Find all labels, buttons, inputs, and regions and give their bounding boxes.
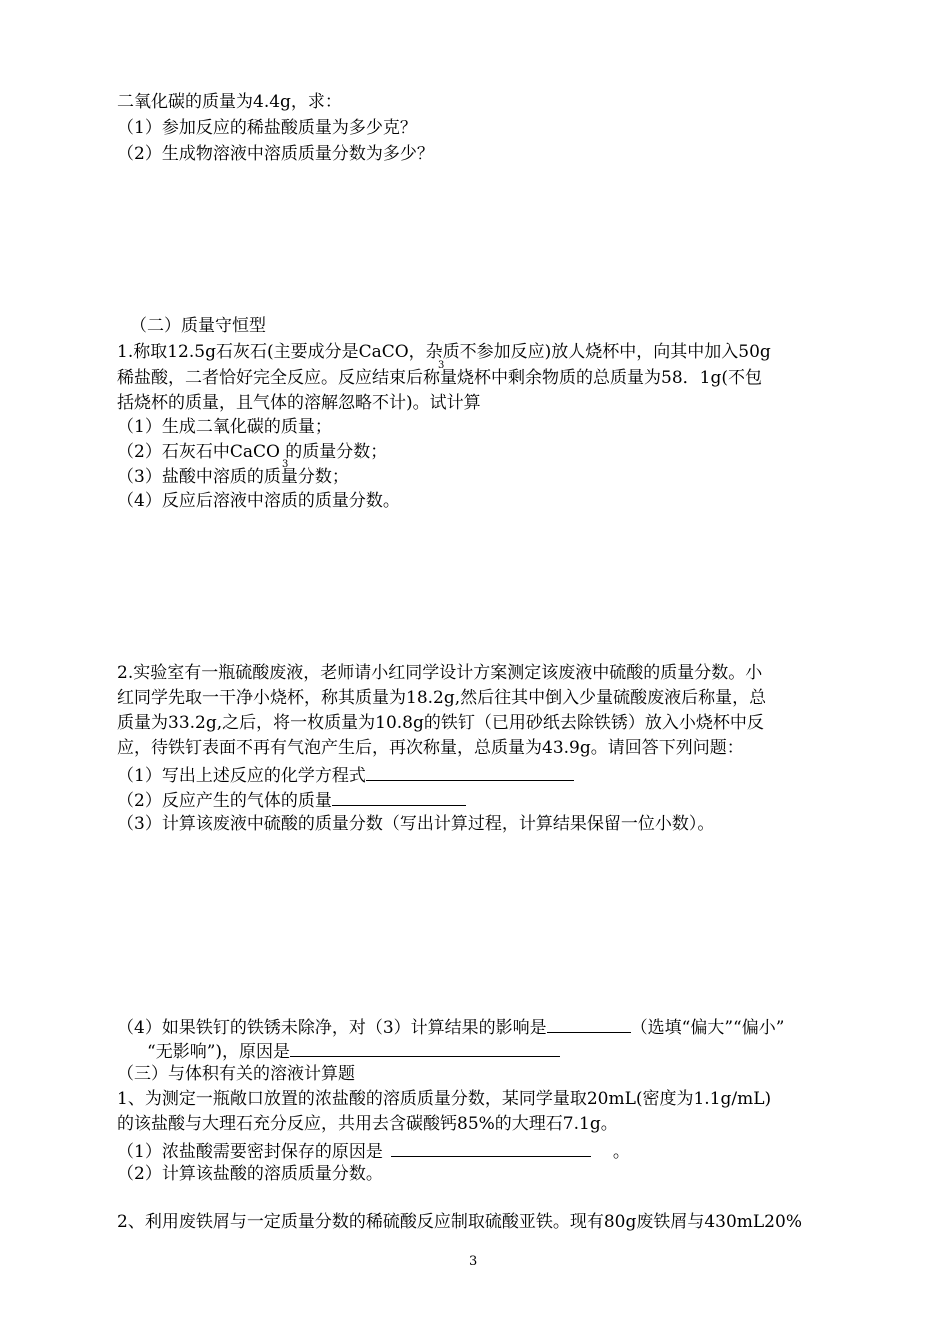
page-number: 3 [469, 1254, 478, 1269]
s3p1-q1-end: 。 [612, 1142, 630, 1162]
s2p2-q1 [117, 762, 574, 788]
subscript-3: 3 [438, 360, 445, 371]
s3p1-q1 [117, 1138, 630, 1164]
s2p2-q4-options: （选填“偏大”“偏小” [630, 1018, 785, 1038]
s3p1-line2: 的该盐酸与大理石充分反应，共用去含碳酸钙85%的大理石7.1g。 [117, 1114, 618, 1134]
answer-blank[interactable] [290, 1038, 560, 1057]
s2p1-q4: （4）反应后溶液中溶质的质量分数。 [117, 491, 400, 511]
prev-q1: （1）参加反应的稀盐酸质量为多少克？ [117, 118, 417, 138]
s2p1-line1: 1.称取12.5g石灰石(主要成分是CaCO，杂质不参加反应)放人烧杯中，向其中加入50g [117, 342, 771, 362]
subscript-3: 3 [282, 459, 289, 470]
prev-q2: （2）生成物溶液中溶质质量分数为多少？ [117, 144, 434, 164]
s3p1-q2: （2）计算该盐酸的溶质质量分数。 [117, 1164, 383, 1184]
s3p2-line1: 2、利用废铁屑与一定质量分数的稀硫酸反应制取硫酸亚铁。现有80g废铁屑与430mL20% [117, 1212, 802, 1232]
s3p1-line1: 1、为测定一瓶敞口放置的浓盐酸的溶质质量分数，某同学量取20mL(密度为1.1g/mL) [117, 1089, 772, 1109]
s2p2-q2-text: （2）反应产生的气体的质量 [117, 791, 332, 811]
s3p1-q1-text: （1）浓盐酸需要密封保存的原因是 [117, 1142, 383, 1162]
s2p1-q2: （2）石灰石中CaCO 的质量分数； [117, 442, 388, 462]
answer-blank[interactable] [547, 1014, 631, 1033]
s2p2-q4 [117, 1014, 784, 1040]
s2p2-line4: 应，待铁钉表面不再有气泡产生后，再次称量，总质量为43.9g。请回答下列问题： [117, 738, 744, 758]
s2p2-q4-text: （4）如果铁钉的铁锈未除净，对（3）计算结果的影响是 [117, 1018, 547, 1038]
answer-blank[interactable] [332, 787, 466, 806]
s2p2-line2: 红同学先取一干净小烧杯，称其质量为18.2g,然后往其中倒入少量硫酸废液后称量，总 [117, 688, 767, 708]
s2p2-q3: （3）计算该废液中硫酸的质量分数（写出计算过程，计算结果保留一位小数）。 [117, 814, 715, 834]
s2p1-line3: 括烧杯的质量，且气体的溶解忽略不计)。试计算 [117, 393, 481, 413]
section2-title: （二）质量守恒型 [130, 316, 266, 336]
s2p2-line3: 质量为33.2g,之后，将一枚质量为10.8g的铁钉（已用砂纸去除铁锈）放入小烧杯中反 [117, 713, 764, 733]
section3-title: （三）与体积有关的溶液计算题 [117, 1064, 355, 1084]
s2p2-line1: 2.实验室有一瓶硫酸废液，老师请小红同学设计方案测定该废液中硫酸的质量分数。小 [117, 663, 763, 683]
s2p1-q1: （1）生成二氧化碳的质量； [117, 417, 332, 437]
prev-intro: 二氧化碳的质量为4.4g，求： [117, 92, 342, 112]
answer-blank[interactable] [366, 762, 574, 781]
answer-blank[interactable] [391, 1138, 591, 1157]
s2p1-line2: 稀盐酸，二者恰好完全反应。反应结束后称量烧杯中剩余物质的总质量为58．1g(不包 [117, 368, 762, 388]
s2p1-q3: （3）盐酸中溶质的质量分数； [117, 467, 349, 487]
s2p2-q1-text: （1）写出上述反应的化学方程式 [117, 766, 366, 786]
s2p2-q4-line2 [147, 1038, 560, 1064]
s2p2-q4-reason-text: “无影响”)，原因是 [147, 1042, 291, 1062]
s2p2-q2 [117, 787, 466, 813]
